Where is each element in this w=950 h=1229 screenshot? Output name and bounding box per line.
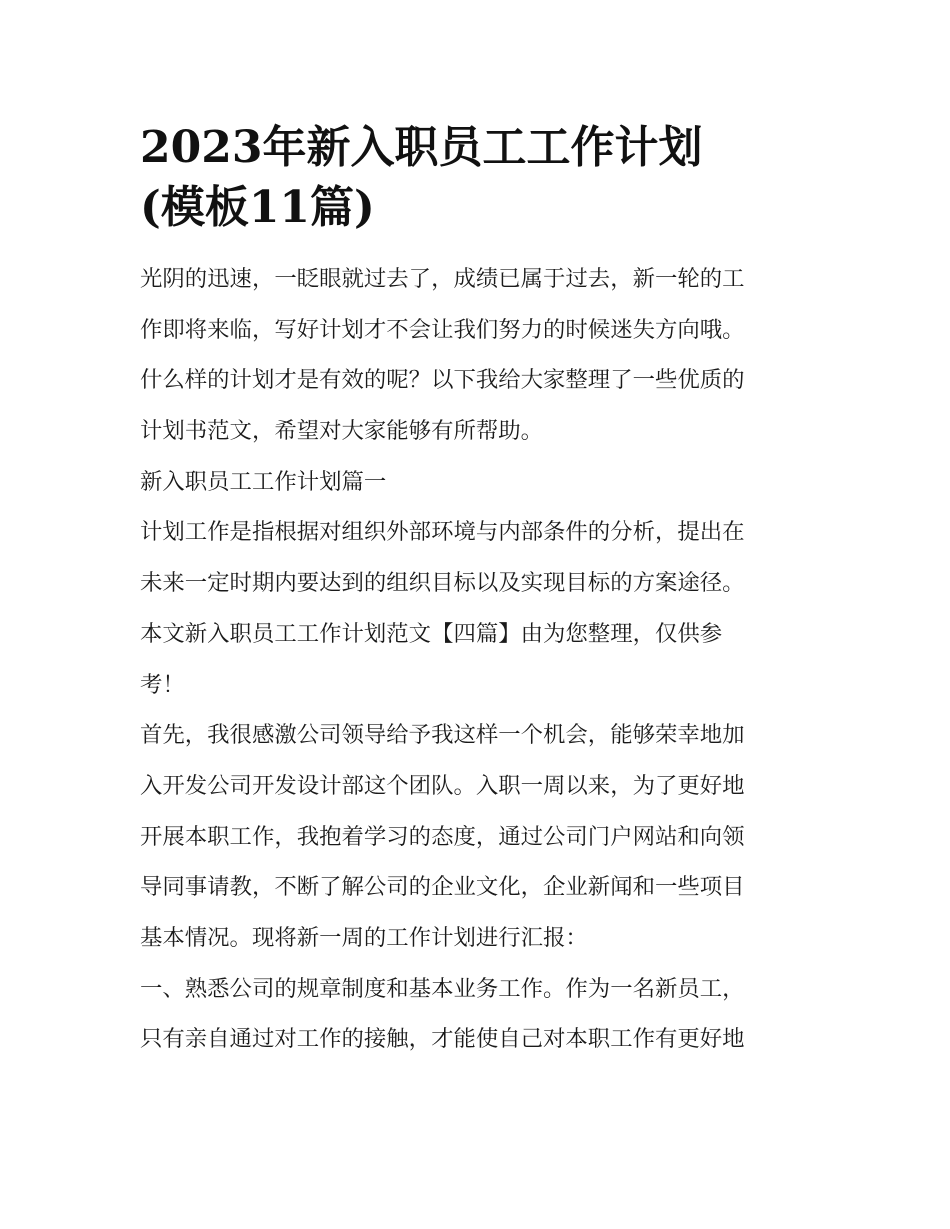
title-line: 2023年新入职员工工作计划 <box>140 122 703 173</box>
text-line: 光阴的迅速，一眨眼就过去了，成绩已属于过去，新一轮的工 <box>140 266 745 292</box>
text-line: 首先，我很感激公司领导给予我这样一个机会，能够荣幸地加 <box>140 722 745 749</box>
intro-paragraph <box>140 254 820 457</box>
text-line: 作即将来临，写好计划才不会让我们努力的时候迷失方向哦。 <box>140 316 745 343</box>
text-line: 计划书范文，希望对大家能够有所帮助。 <box>140 418 544 445</box>
text-line: 导同事请教，不断了解公司的企业文化，企业新闻和一些项目 <box>140 874 745 901</box>
text-line: 开展本职工作，我抱着学习的态度，通过公司门户网站和向领 <box>140 823 745 850</box>
document-content <box>140 118 820 1065</box>
text-line: 入开发公司开发设计部这个团队。入职一周以来，为了更好地 <box>140 772 745 799</box>
definition-paragraph <box>140 507 820 710</box>
section-heading <box>140 457 820 508</box>
text-line: 未来一定时期内要达到的组织目标以及实现目标的方案途径。 <box>140 570 745 597</box>
text-line: 一、熟悉公司的规章制度和基本业务工作。作为一名新员工， <box>140 975 745 1002</box>
document-title <box>140 118 820 238</box>
title-line: (模板11篇) <box>140 182 375 233</box>
opening-paragraph <box>140 710 820 963</box>
text-line: 只有亲自通过对工作的接触，才能使自己对本职工作有更好地 <box>140 1026 745 1053</box>
text-line: 本文新入职员工工作计划范文【四篇】由为您整理，仅供参 <box>140 620 723 647</box>
text-line: 什么样的计划才是有效的呢？以下我给大家整理了一些优质的 <box>140 367 745 394</box>
point-one-paragraph <box>140 964 820 1065</box>
text-line: 基本情况。现将新一周的工作计划进行汇报： <box>140 924 588 951</box>
text-line: 新入职员工工作计划篇一 <box>140 468 387 495</box>
text-line: 计划工作是指根据对组织外部环境与内部条件的分析，提出在 <box>140 519 745 546</box>
text-line: 考！ <box>140 671 185 698</box>
document-body <box>140 254 820 1065</box>
